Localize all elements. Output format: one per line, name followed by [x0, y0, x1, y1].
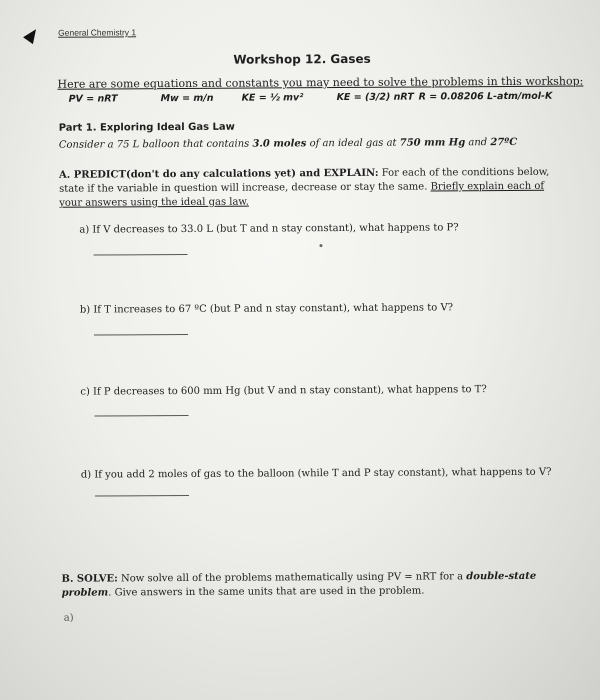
consider-pressure: 750 mm Hg [399, 137, 466, 149]
consider-middle: of an ideal gas at [306, 137, 400, 150]
section-b-answer-label: a) [63, 612, 74, 624]
part1-heading: Part 1. Exploring Ideal Gas Law [58, 121, 235, 134]
section-b-line2-rest: . Give answers in the same units that are used in the problem. [108, 585, 425, 599]
section-a-line1-rest: For each of the conditions below, [378, 166, 550, 179]
problem-statement [59, 137, 517, 151]
question-d: d) If you add 2 moles of gas to the balloon (while T and P stay constant), what happens to V? [80, 466, 552, 481]
section-a-line1 [59, 167, 549, 181]
section-b-line2 [62, 586, 425, 599]
answer-line-a[interactable] [94, 254, 188, 256]
consider-temp: 27ºC [490, 136, 518, 149]
consider-prefix: Consider a 75 L balloon that contains [58, 138, 253, 151]
page-title: Workshop 12. Gases [233, 51, 371, 67]
question-b: b) If T increases to 67 ºC (but P and n stay constant), what happens to V? [79, 302, 454, 316]
equation-ke-nrt: KE = (3/2) nRT [336, 91, 414, 104]
section-a-line2-underlined: Briefly explain each of [430, 180, 545, 193]
question-c: c) If P decreases to 600 mm Hg (but V and n stay constant), what happens to T? [80, 384, 487, 398]
equation-molar-mass: Mw = m/n [160, 92, 214, 105]
answer-line-c[interactable] [94, 415, 188, 417]
course-header: General Chemistry 1 [58, 27, 137, 38]
section-b-line1-rest: Now solve all of the problems mathematically using PV = nRT for a [117, 571, 467, 585]
answer-line-b[interactable] [94, 334, 188, 336]
section-a-line2-main: state if the variable in question will increase, decrease or stay the same. [59, 181, 431, 195]
answer-line-d[interactable] [95, 495, 189, 497]
equation-kinetic-energy: KE = ½ mv² [241, 92, 304, 104]
section-b-double-state: double-state [466, 570, 537, 583]
consider-and: and [465, 137, 491, 149]
consider-moles: 3.0 moles [252, 138, 307, 150]
section-b-problem: problem [61, 587, 109, 599]
section-b-heading: B. SOLVE: [61, 573, 118, 585]
section-a-line2 [59, 181, 544, 195]
equation-ideal-gas: PV = nRT [68, 93, 118, 105]
worksheet-page [18, 4, 597, 695]
equations-row [59, 90, 559, 105]
question-a: a) If V decreases to 33.0 L (but T and n stay constant), what happens to P? [79, 222, 459, 236]
intro-text: Here are some equations and constants you may need to solve the problems in this workshop: [57, 74, 584, 91]
section-a-line3: your answers using the ideal gas law. [59, 196, 249, 209]
section-a-heading: A. PREDICT(don't do any calculations yet) and EXPLAIN: [58, 167, 379, 181]
section-b-line1 [61, 571, 536, 585]
gas-constant: R = 0.08206 L-atm/mol-K [418, 90, 553, 103]
pen-mark [319, 244, 322, 247]
